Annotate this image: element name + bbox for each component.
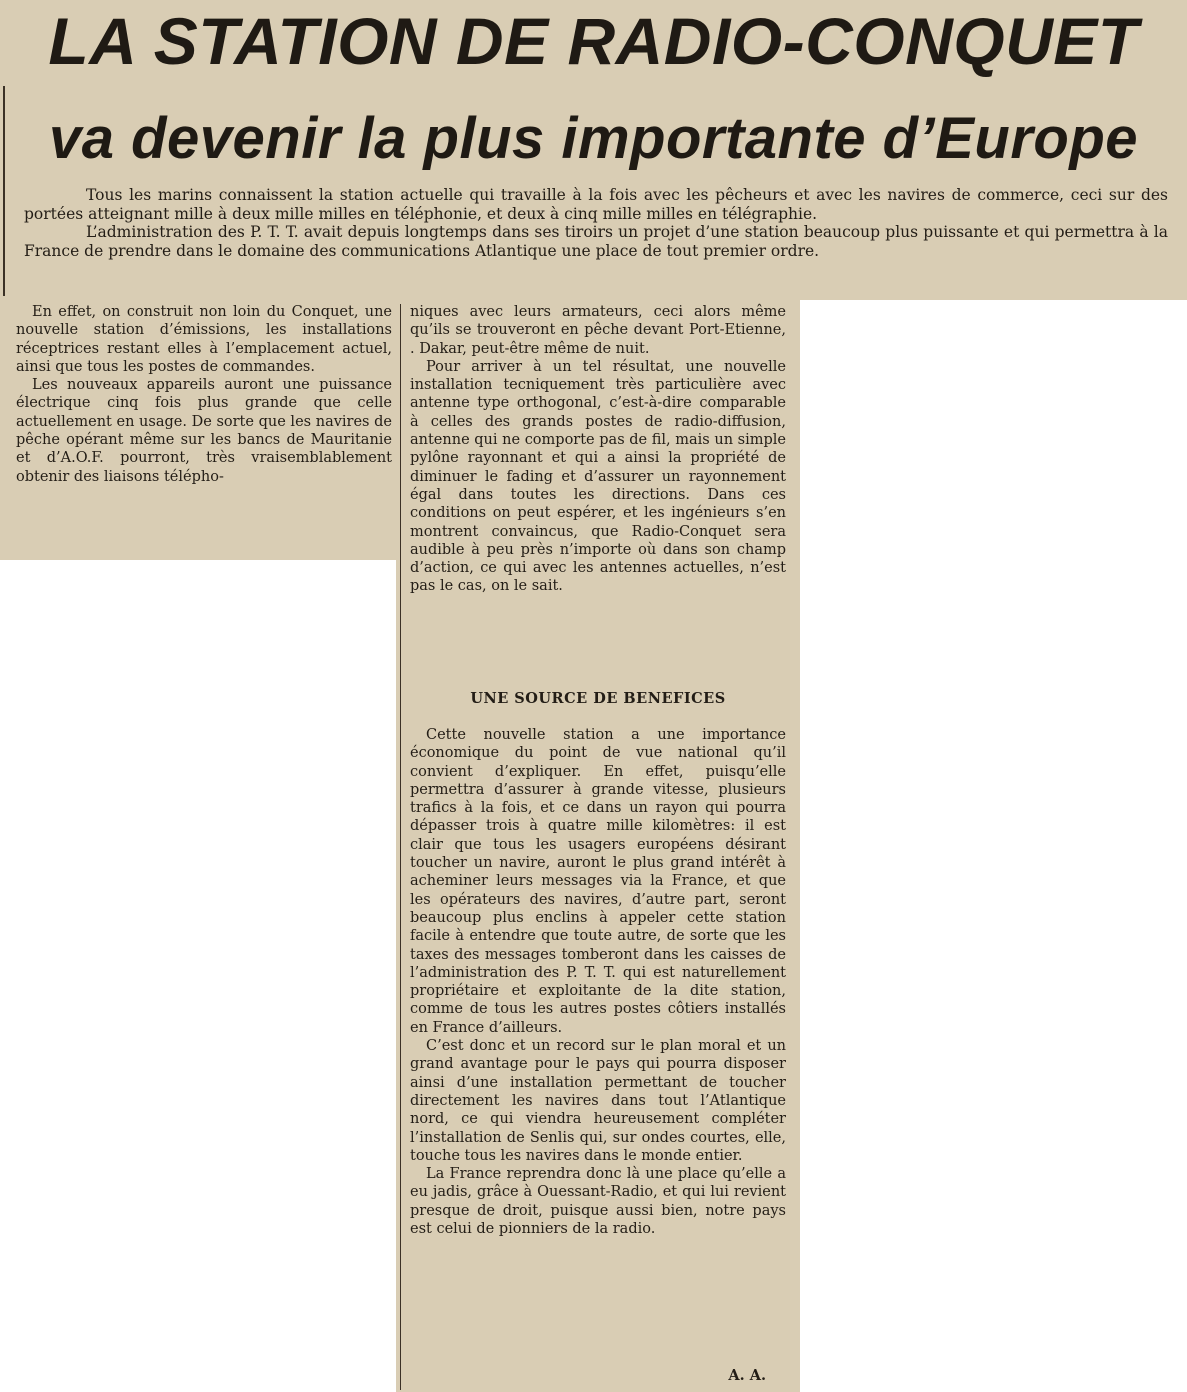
lead-paragraph: L’administration des P. T. T. avait depuis longtemps dans ses tiroirs un projet d’une station beaucoup plus puissante et qui permettra à la France de prendre dans le domaine des communications Atlantique une place de tout premier ordre. (24, 223, 1168, 260)
right-column-top (410, 303, 786, 596)
column-divider-rule (400, 304, 401, 1390)
section-heading: UNE SOURCE DE BENEFICES (470, 690, 726, 707)
lead-text (24, 186, 1168, 260)
paragraph: Les nouveaux appareils auront une puissance électrique cinq fois plus grande que celle actuellement en usage. De sorte que les navires de pêche opérant même sur les bancs de Mauritanie et d’A.O.F. pourront, très vraisemblablement obtenir des liaisons télépho- (16, 377, 392, 485)
paragraph: Cette nouvelle station a une importance économique du point de vue national qu’il convient d’expliquer. En effet, puisqu’elle permettra d’assurer à grande vitesse, plusieurs trafics à la fois, et ce dans un rayon qui pourra dépasser trois à quatre mille kilomètres: il est clair que tous les usagers européens désirant toucher un navire, auront le plus grand intérêt à acheminer leurs messages via la France, et que les opérateurs des navires, d’autre part, seront beaucoup plus enclins à appeler cette station facile à entendre que toute autre, de sorte que les taxes des messages tomberont dans les caisses de l’administration des P. T. T. qui est naturellement propriétaire et exploitante de la dite station, comme de tous les autres postes côtiers installés en France d’ailleurs. (410, 727, 786, 1036)
author-signature: A. A. (728, 1367, 766, 1384)
lead-paragraph: Tous les marins connaissent la station actuelle qui travaille à la fois avec les pêcheurs et avec les navires de commerce, ceci sur des portées atteignant mille à deux mille milles en téléphonie, et deux à cinq mille milles en télégraphie. (24, 186, 1168, 223)
left-column (16, 303, 392, 486)
paragraph: niques avec leurs armateurs, ceci alors même qu’ils se trouveront en pêche devant Port-Etienne, . Dakar, peut-être même de nuit. (410, 304, 786, 357)
right-column-bottom (410, 726, 786, 1238)
paragraph: Pour arriver à un tel résultat, une nouvelle installation tecniquement très particulière avec antenne type orthogonal, c’est-à-dire comparable à celles des grands postes de radio-diffusion, antenne qui ne comporte pas de fil, mais un simple pylône rayonnant et qui a ainsi la propriété de diminuer le fading et d’assurer un rayonnement égal dans toutes les directions. Dans ces conditions on peut espérer, et les ingénieurs s’en montrent convaincus, que Radio-Conquet sera audible à peu près n’importe où dans son champ d’action, ce qui avec les antennes actuelles, n’est pas le cas, on le sait. (410, 358, 786, 595)
paragraph: En effet, on construit non loin du Conquet, une nouvelle station d’émissions, les installations réceptrices restant elles à l’emplacement actuel, ainsi que tous les postes de commandes. (16, 304, 392, 375)
paragraph: C’est donc et un record sur le plan moral et un grand avantage pour le pays qui pourra disposer ainsi d’une installation permettant de toucher directement les navires dans tout l’Atlantique nord, ce qui viendra heureusement compléter l’installation de Senlis qui, sur ondes courtes, elle, touche tous les navires dans le monde entier. (410, 1038, 786, 1164)
headline: LA STATION DE RADIO-CONQUET (48, 4, 1139, 78)
subheadline: va devenir la plus importante d’Europe (48, 106, 1139, 171)
paragraph: La France reprendra donc là une place qu’elle a eu jadis, grâce à Ouessant-Radio, et qui lui revient presque de droit, puisque aussi bien, notre pays est celui de pionniers de la radio. (410, 1166, 786, 1238)
